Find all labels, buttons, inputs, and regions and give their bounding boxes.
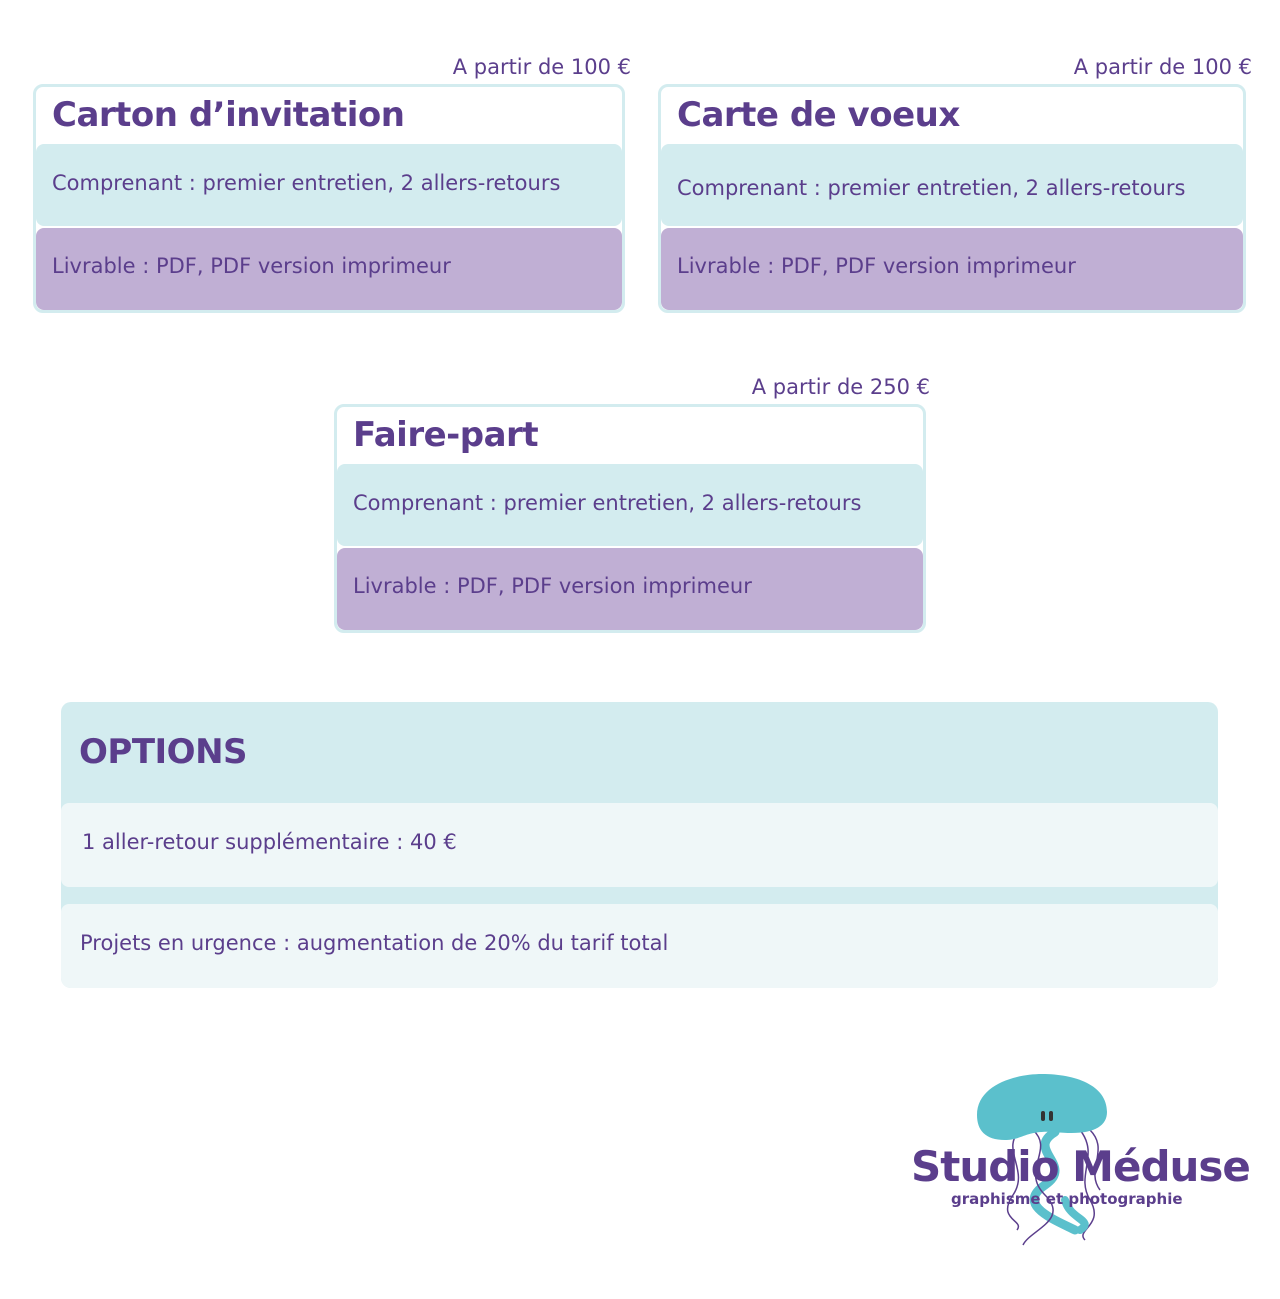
card-carton-invitation — [33, 55, 631, 313]
option-item: Projets en urgence : augmentation de 20% du tarif total — [61, 904, 1218, 988]
options-panel — [61, 702, 1218, 988]
includes-row: Comprenant : premier entretien, 2 allers-retours — [337, 464, 923, 546]
option-item: 1 aller-retour supplémentaire : 40 € — [61, 803, 1218, 887]
studio-meduse-logo — [905, 1070, 1250, 1255]
card-title: Carte de voeux — [677, 95, 960, 135]
card-carte-voeux — [658, 55, 1252, 313]
card-title: Carton d’invitation — [52, 95, 405, 135]
card-title: Faire-part — [353, 415, 539, 455]
logo-tagline: graphisme et photographie — [951, 1190, 1183, 1208]
price-label: A partir de 250 € — [751, 375, 930, 399]
card-faire-part — [334, 375, 930, 633]
logo-name: Studio Méduse — [911, 1142, 1250, 1191]
includes-row: Comprenant : premier entretien, 2 allers-retours — [661, 144, 1243, 226]
deliverable-row: Livrable : PDF, PDF version imprimeur — [661, 228, 1243, 310]
includes-row: Comprenant : premier entretien, 2 allers-retours — [36, 144, 622, 226]
deliverable-row: Livrable : PDF, PDF version imprimeur — [337, 548, 923, 630]
deliverable-row: Livrable : PDF, PDF version imprimeur — [36, 228, 622, 310]
price-label: A partir de 100 € — [1073, 55, 1252, 79]
price-label: A partir de 100 € — [452, 55, 631, 79]
options-title: OPTIONS — [79, 732, 248, 772]
